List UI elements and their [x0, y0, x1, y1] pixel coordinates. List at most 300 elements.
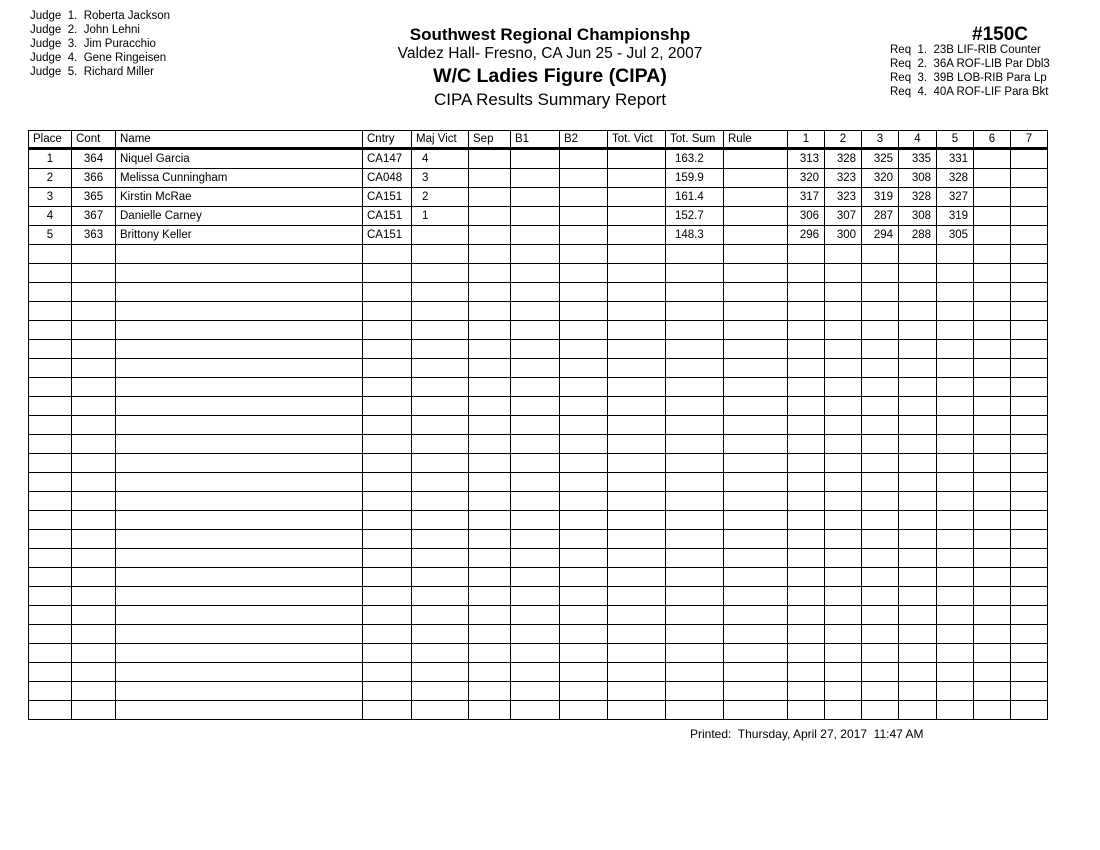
cell-name	[116, 245, 363, 264]
cell-judge-3	[862, 283, 899, 302]
cell-name: Melissa Cunningham	[116, 169, 363, 188]
table-row-empty	[29, 397, 1048, 416]
cell-judge-1	[788, 530, 825, 549]
cell-maj-vict	[412, 663, 469, 682]
cell-cont	[72, 663, 116, 682]
cell-b1	[511, 340, 560, 359]
table-row-empty	[29, 473, 1048, 492]
cell-name	[116, 568, 363, 587]
cell-place	[29, 378, 72, 397]
cell-place: 4	[29, 207, 72, 226]
judge-line: Judge 3. Jim Puracchio	[30, 38, 156, 50]
cell-tot-sum	[666, 359, 724, 378]
cell-judge-5	[937, 530, 974, 549]
cell-cont	[72, 416, 116, 435]
cell-b1	[511, 682, 560, 701]
cell-name	[116, 644, 363, 663]
cell-name	[116, 264, 363, 283]
cell-judge-3	[862, 264, 899, 283]
cell-sep	[469, 264, 511, 283]
cell-judge-7	[1011, 207, 1048, 226]
results-table	[28, 130, 1048, 720]
cell-cont: 363	[72, 226, 116, 245]
judge-line: Judge 2. John Lehni	[30, 24, 140, 36]
cell-judge-7	[1011, 169, 1048, 188]
cell-judge-4	[899, 625, 937, 644]
cell-judge-1	[788, 378, 825, 397]
cell-tot-vict	[608, 149, 666, 169]
cell-tot-sum	[666, 701, 724, 720]
cell-judge-6	[974, 530, 1011, 549]
cell-place	[29, 663, 72, 682]
cell-judge-1	[788, 492, 825, 511]
cell-judge-3	[862, 606, 899, 625]
event-number: #150C	[972, 24, 1028, 45]
cell-cntry: CA147	[363, 149, 412, 169]
cell-judge-5: 331	[937, 149, 974, 169]
cell-name	[116, 625, 363, 644]
cell-b1	[511, 321, 560, 340]
cell-b2	[560, 321, 608, 340]
cell-judge-5	[937, 549, 974, 568]
cell-judge-6	[974, 188, 1011, 207]
cell-tot-vict	[608, 416, 666, 435]
cell-maj-vict	[412, 682, 469, 701]
cell-judge-4	[899, 302, 937, 321]
col-header-maj-vict: Maj Vict	[412, 131, 469, 149]
cell-b1	[511, 435, 560, 454]
cell-judge-4	[899, 587, 937, 606]
cell-tot-sum: 163.2	[666, 149, 724, 169]
cell-judge-7	[1011, 492, 1048, 511]
cell-rule	[724, 606, 788, 625]
cell-judge-7	[1011, 530, 1048, 549]
cell-tot-vict	[608, 492, 666, 511]
cell-sep	[469, 435, 511, 454]
table-row-empty	[29, 606, 1048, 625]
cell-tot-sum	[666, 549, 724, 568]
cell-b1	[511, 492, 560, 511]
cell-cont	[72, 549, 116, 568]
col-header-judge-5: 5	[937, 131, 974, 149]
cell-judge-6	[974, 340, 1011, 359]
cell-b1	[511, 416, 560, 435]
cell-cntry	[363, 568, 412, 587]
cell-sep	[469, 473, 511, 492]
col-header-judge-7: 7	[1011, 131, 1048, 149]
cell-rule	[724, 340, 788, 359]
cell-maj-vict	[412, 625, 469, 644]
table-row-empty	[29, 644, 1048, 663]
cell-maj-vict	[412, 568, 469, 587]
cell-sep	[469, 359, 511, 378]
cell-cntry	[363, 492, 412, 511]
cell-cont	[72, 625, 116, 644]
cell-judge-1	[788, 644, 825, 663]
cell-judge-3	[862, 378, 899, 397]
cell-judge-3	[862, 302, 899, 321]
cell-b2	[560, 511, 608, 530]
cell-rule	[724, 378, 788, 397]
cell-judge-7	[1011, 340, 1048, 359]
cell-tot-sum	[666, 473, 724, 492]
cell-judge-3	[862, 549, 899, 568]
cell-b2	[560, 606, 608, 625]
cell-judge-5	[937, 378, 974, 397]
cell-maj-vict	[412, 492, 469, 511]
event-title: W/C Ladies Figure (CIPA)	[433, 65, 667, 87]
cell-sep	[469, 245, 511, 264]
cell-tot-sum: 161.4	[666, 188, 724, 207]
cell-judge-5	[937, 663, 974, 682]
cell-rule	[724, 568, 788, 587]
judge-line: Judge 5. Richard Miller	[30, 66, 154, 78]
requirement-line: Req 4. 40A ROF-LIF Para Bkt	[890, 86, 1049, 98]
cell-maj-vict	[412, 454, 469, 473]
cell-b1	[511, 568, 560, 587]
cell-rule	[724, 663, 788, 682]
cell-judge-2: 300	[825, 226, 862, 245]
cell-judge-4	[899, 606, 937, 625]
cell-judge-6	[974, 606, 1011, 625]
cell-sep	[469, 340, 511, 359]
cell-judge-1	[788, 701, 825, 720]
cell-tot-vict	[608, 340, 666, 359]
cell-judge-2	[825, 549, 862, 568]
cell-judge-2	[825, 492, 862, 511]
cell-name: Brittony Keller	[116, 226, 363, 245]
cell-name	[116, 682, 363, 701]
cell-judge-1: 306	[788, 207, 825, 226]
cell-place	[29, 473, 72, 492]
cell-judge-2	[825, 587, 862, 606]
col-header-cont: Cont	[72, 131, 116, 149]
cell-b1	[511, 226, 560, 245]
cell-judge-4	[899, 397, 937, 416]
cell-tot-sum	[666, 283, 724, 302]
cell-judge-2	[825, 644, 862, 663]
table-row	[29, 207, 1048, 226]
col-header-place: Place	[29, 131, 72, 149]
cell-place	[29, 568, 72, 587]
cell-rule	[724, 587, 788, 606]
cell-tot-vict	[608, 701, 666, 720]
cell-cntry: CA151	[363, 207, 412, 226]
cell-b2	[560, 568, 608, 587]
cell-judge-5	[937, 397, 974, 416]
cell-judge-4	[899, 435, 937, 454]
cell-judge-6	[974, 283, 1011, 302]
table-header-row	[29, 131, 1048, 149]
cell-sep	[469, 511, 511, 530]
cell-judge-1	[788, 511, 825, 530]
cell-name	[116, 511, 363, 530]
cell-judge-4	[899, 549, 937, 568]
cell-sep	[469, 701, 511, 720]
cell-place	[29, 454, 72, 473]
cell-place	[29, 435, 72, 454]
cell-judge-6	[974, 359, 1011, 378]
cell-cont	[72, 701, 116, 720]
cell-judge-3	[862, 340, 899, 359]
cell-judge-7	[1011, 397, 1048, 416]
requirement-line: Req 3. 39B LOB-RIB Para Lp	[890, 72, 1047, 84]
cell-judge-1	[788, 454, 825, 473]
requirement-line: Req 2. 36A ROF-LIB Par Dbl3	[890, 58, 1050, 70]
cell-judge-6	[974, 644, 1011, 663]
cell-name	[116, 701, 363, 720]
cell-tot-vict	[608, 359, 666, 378]
cell-judge-5	[937, 302, 974, 321]
cell-b1	[511, 378, 560, 397]
cell-judge-3: 287	[862, 207, 899, 226]
cell-judge-3	[862, 321, 899, 340]
cell-judge-4: 328	[899, 188, 937, 207]
cell-maj-vict	[412, 302, 469, 321]
cell-judge-5	[937, 606, 974, 625]
cell-maj-vict	[412, 701, 469, 720]
cell-cntry	[363, 302, 412, 321]
cell-judge-7	[1011, 264, 1048, 283]
cell-judge-2	[825, 606, 862, 625]
cell-sep	[469, 188, 511, 207]
table-row-empty	[29, 530, 1048, 549]
cell-rule	[724, 302, 788, 321]
cell-judge-4: 335	[899, 149, 937, 169]
cell-tot-vict	[608, 606, 666, 625]
cell-tot-vict	[608, 511, 666, 530]
cell-judge-7	[1011, 302, 1048, 321]
cell-b1	[511, 606, 560, 625]
cell-judge-3	[862, 359, 899, 378]
cell-judge-5	[937, 454, 974, 473]
cell-place	[29, 245, 72, 264]
cell-judge-7	[1011, 701, 1048, 720]
cell-maj-vict	[412, 378, 469, 397]
cell-judge-3	[862, 644, 899, 663]
cell-judge-7	[1011, 587, 1048, 606]
cell-b2	[560, 549, 608, 568]
cell-tot-vict	[608, 264, 666, 283]
cell-place: 3	[29, 188, 72, 207]
col-header-tot-vict: Tot. Vict	[608, 131, 666, 149]
cell-judge-2	[825, 359, 862, 378]
cell-cont	[72, 397, 116, 416]
cell-b2	[560, 492, 608, 511]
cell-judge-4	[899, 568, 937, 587]
cell-maj-vict	[412, 283, 469, 302]
competition-title: Southwest Regional Championshp	[409, 25, 691, 44]
cell-b2	[560, 682, 608, 701]
cell-tot-vict	[608, 663, 666, 682]
cell-cont: 364	[72, 149, 116, 169]
cell-judge-6	[974, 226, 1011, 245]
cell-tot-vict	[608, 378, 666, 397]
cell-b2	[560, 264, 608, 283]
cell-place: 2	[29, 169, 72, 188]
cell-judge-1	[788, 340, 825, 359]
cell-rule	[724, 188, 788, 207]
cell-tot-sum	[666, 435, 724, 454]
cell-b2	[560, 245, 608, 264]
cell-b2	[560, 378, 608, 397]
cell-tot-vict	[608, 302, 666, 321]
cell-place	[29, 625, 72, 644]
cell-cntry	[363, 321, 412, 340]
cell-place	[29, 644, 72, 663]
cell-tot-vict	[608, 169, 666, 188]
cell-judge-1	[788, 549, 825, 568]
cell-judge-2	[825, 568, 862, 587]
cell-tot-vict	[608, 568, 666, 587]
table-row	[29, 169, 1048, 188]
cell-judge-3	[862, 587, 899, 606]
cell-cntry	[363, 283, 412, 302]
table-row-empty	[29, 682, 1048, 701]
cell-judge-5	[937, 625, 974, 644]
cell-sep	[469, 149, 511, 169]
table-row	[29, 188, 1048, 207]
cell-tot-sum	[666, 378, 724, 397]
cell-place	[29, 549, 72, 568]
col-header-tot-sum: Tot. Sum	[666, 131, 724, 149]
cell-name	[116, 606, 363, 625]
cell-b1	[511, 359, 560, 378]
cell-cont	[72, 321, 116, 340]
cell-judge-2	[825, 682, 862, 701]
cell-cntry: CA048	[363, 169, 412, 188]
cell-judge-3	[862, 397, 899, 416]
cell-judge-6	[974, 549, 1011, 568]
col-header-b2: B2	[560, 131, 608, 149]
cell-maj-vict	[412, 397, 469, 416]
cell-judge-2	[825, 511, 862, 530]
cell-cntry	[363, 264, 412, 283]
cell-sep	[469, 682, 511, 701]
cell-place	[29, 397, 72, 416]
cell-judge-2	[825, 416, 862, 435]
cell-judge-4	[899, 245, 937, 264]
cell-judge-1: 320	[788, 169, 825, 188]
cell-sep	[469, 644, 511, 663]
cell-tot-sum	[666, 321, 724, 340]
cell-judge-4	[899, 644, 937, 663]
cell-b2	[560, 283, 608, 302]
col-header-judge-6: 6	[974, 131, 1011, 149]
cell-place	[29, 511, 72, 530]
col-header-judge-3: 3	[862, 131, 899, 149]
cell-tot-sum	[666, 245, 724, 264]
cell-tot-vict	[608, 682, 666, 701]
cell-judge-2: 323	[825, 188, 862, 207]
cell-judge-5	[937, 340, 974, 359]
cell-rule	[724, 511, 788, 530]
cell-b2	[560, 340, 608, 359]
cell-name: Niquel Garcia	[116, 149, 363, 169]
cell-b2	[560, 226, 608, 245]
cell-cntry	[363, 378, 412, 397]
cell-cntry	[363, 587, 412, 606]
cell-b1	[511, 149, 560, 169]
cell-rule	[724, 397, 788, 416]
cell-judge-7	[1011, 321, 1048, 340]
cell-judge-6	[974, 701, 1011, 720]
cell-b1	[511, 511, 560, 530]
cell-place	[29, 264, 72, 283]
cell-b2	[560, 454, 608, 473]
cell-b1	[511, 701, 560, 720]
cell-place	[29, 283, 72, 302]
requirements-list	[890, 43, 1080, 99]
table-row-empty	[29, 378, 1048, 397]
cell-name	[116, 416, 363, 435]
cell-sep	[469, 302, 511, 321]
cell-cntry	[363, 663, 412, 682]
cell-judge-4	[899, 416, 937, 435]
table-row-empty	[29, 663, 1048, 682]
cell-tot-sum: 148.3	[666, 226, 724, 245]
table-row-empty	[29, 321, 1048, 340]
cell-judge-7	[1011, 511, 1048, 530]
cell-judge-1	[788, 682, 825, 701]
cell-judge-2	[825, 283, 862, 302]
cell-tot-sum	[666, 416, 724, 435]
cell-maj-vict	[412, 530, 469, 549]
cell-judge-4	[899, 454, 937, 473]
cell-judge-1	[788, 606, 825, 625]
cell-maj-vict	[412, 606, 469, 625]
col-header-b1: B1	[511, 131, 560, 149]
cell-judge-6	[974, 245, 1011, 264]
cell-tot-sum	[666, 340, 724, 359]
cell-tot-vict	[608, 207, 666, 226]
cell-judge-4	[899, 530, 937, 549]
cell-name	[116, 378, 363, 397]
cell-place	[29, 359, 72, 378]
cell-judge-2: 328	[825, 149, 862, 169]
cell-b2	[560, 435, 608, 454]
cell-judge-1	[788, 568, 825, 587]
cell-cont	[72, 302, 116, 321]
cell-judge-6	[974, 435, 1011, 454]
cell-tot-vict	[608, 549, 666, 568]
cell-judge-6	[974, 264, 1011, 283]
cell-judge-3	[862, 245, 899, 264]
cell-cntry	[363, 549, 412, 568]
cell-judge-4	[899, 340, 937, 359]
cell-maj-vict: 2	[412, 188, 469, 207]
venue-dates: Valdez Hall- Fresno, CA Jun 25 - Jul 2, 2007	[397, 45, 703, 62]
cell-tot-vict	[608, 454, 666, 473]
requirement-line: Req 1. 23B LIF-RIB Counter	[890, 44, 1041, 56]
judge-line: Judge 4. Gene Ringeisen	[30, 52, 167, 64]
cell-judge-2	[825, 245, 862, 264]
cell-maj-vict	[412, 435, 469, 454]
cell-judge-2	[825, 625, 862, 644]
cell-judge-7	[1011, 682, 1048, 701]
table-row-empty	[29, 302, 1048, 321]
cell-judge-5: 305	[937, 226, 974, 245]
cell-sep	[469, 169, 511, 188]
cell-judge-5: 328	[937, 169, 974, 188]
cell-cntry	[363, 682, 412, 701]
cell-rule	[724, 701, 788, 720]
cell-judge-7	[1011, 663, 1048, 682]
cell-b2	[560, 587, 608, 606]
printed-timestamp: Printed: Thursday, April 27, 2017 11:47 AM	[690, 727, 924, 741]
table-row-empty	[29, 454, 1048, 473]
cell-name: Kirstin McRae	[116, 188, 363, 207]
